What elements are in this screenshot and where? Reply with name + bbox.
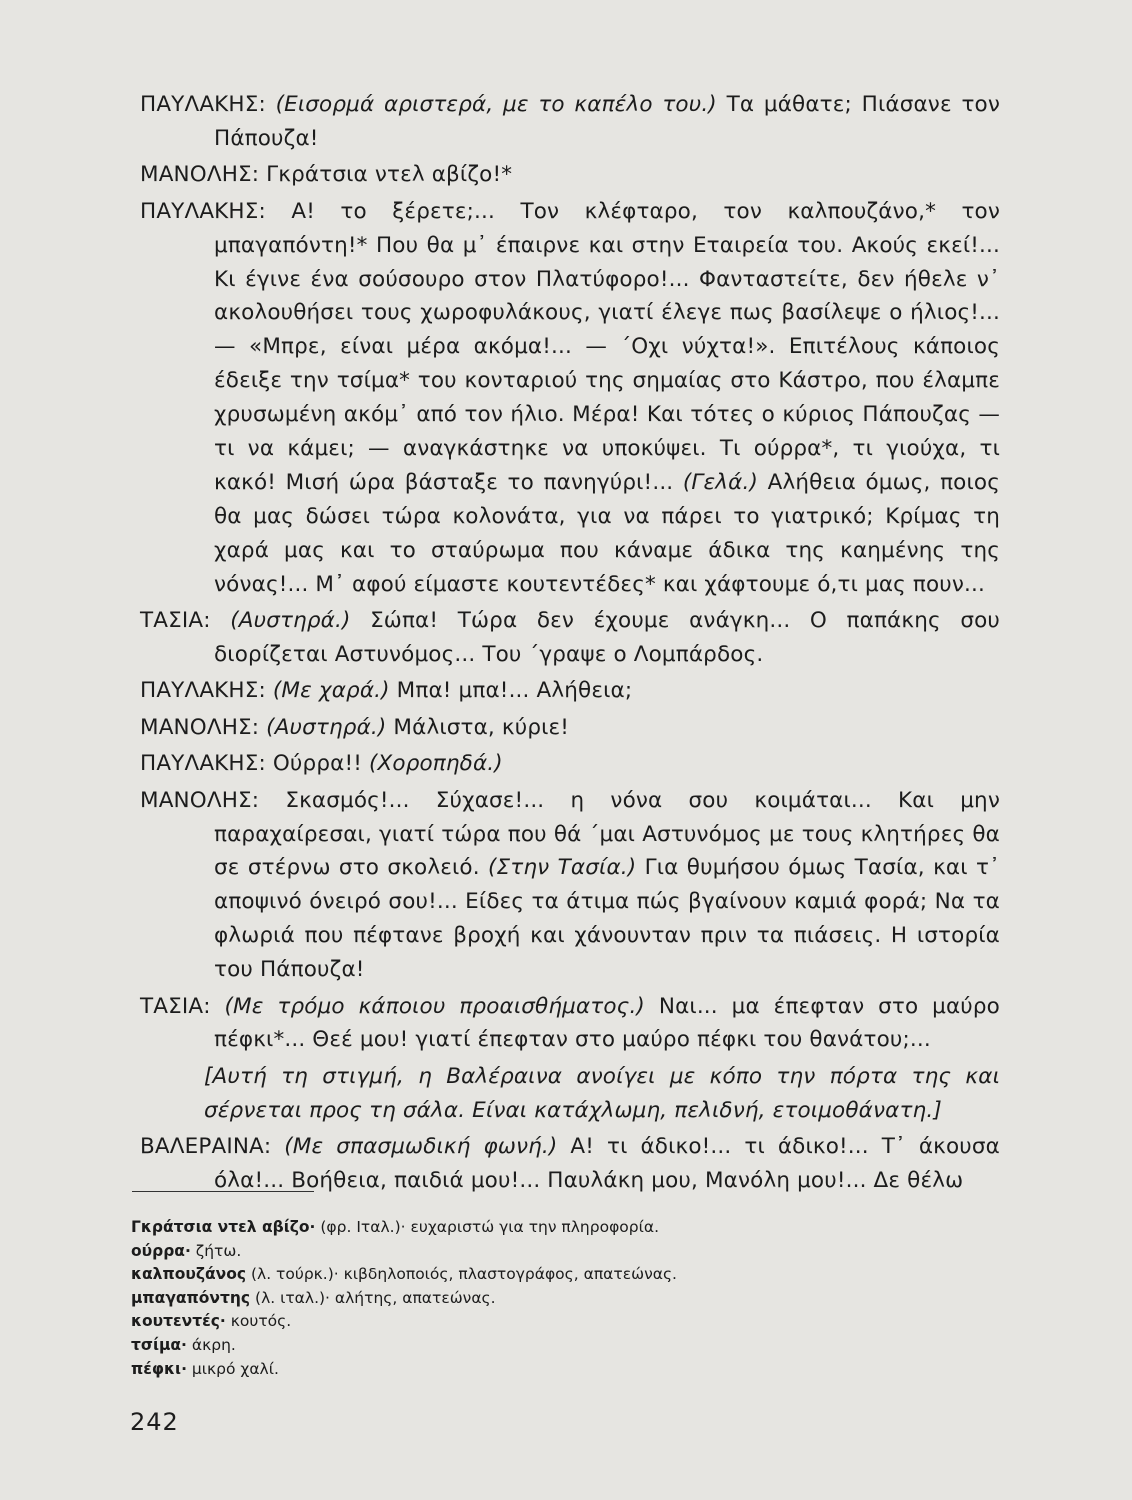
speech-text: Μπα! μπα!... Αλήθεια; (389, 678, 633, 704)
speaker-name: ΜΑΝΟΛΗΣ: (140, 162, 267, 188)
footnote (131, 1216, 831, 1240)
footnote-term: κουτεντές· (131, 1312, 226, 1331)
speech-text: Ναι... μα έπεφταν στο μαύρο πέφκι*... Θεέ μου! γιατί έπεφταν στο μαύρο πέφκι του θανάτου;... (214, 993, 1000, 1053)
speech-text: Αλήθεια όμως, ποιος θα μας δώσει τώρα κολονάτα, για να πάρει το γιατρικό; Κρίμας τη χαρά μας και το σταύρωμα που κάναμε άδικα της καημένης της νόνας!... Μ᾿ αφού είμαστε κουτεντέδες* και χάφτουμε ό,τι μας πουν... (214, 469, 1000, 597)
speaker-name: ΤΑΣΙΑ: (140, 608, 231, 634)
speech-text: Μάλιστα, κύριε! (386, 714, 570, 740)
stage-direction: (Με χαρά.) (272, 678, 390, 704)
speech-text: Ούρρα!! (272, 751, 369, 777)
stage-direction-block: [Αυτή τη στιγμή, η Βαλέραινα ανοίγει με κόπο την πόρτα της και σέρνεται προς τη σάλα. Είναι κατάχλωμη, πελιδνή, ετοιμοθάνατη.] (204, 1063, 1000, 1123)
footnote-definition: μικρό χαλί. (186, 1359, 279, 1378)
footnote-term: τσίμα· (131, 1335, 187, 1354)
footnote (131, 1310, 831, 1334)
speech-text: Για θυμήσου όμως Τασία, και τ᾿ αποψινό όνειρό σου!... Είδες τα άτιμα πώς βγαίνουν καμιά φορά; Να τα φλωριά που πέφτανε βροχή και χάνουνταν πριν τα πιάσεις. Η ιστορία του Πάπουζα! (214, 855, 1000, 983)
footnote-definition: άκρη. (186, 1335, 236, 1354)
footnote-definition: (λ. ιταλ.)· αλήτης, απατεώνας. (250, 1288, 496, 1307)
footnote-definition: κουτός. (225, 1312, 292, 1331)
speech-manolis-1 (140, 158, 1000, 192)
speech-tasia-2 (140, 990, 1000, 1058)
stage-direction: (Εισορμά αριστερά, με το καπέλο του.) (275, 92, 717, 117)
speech-paulakis-2 (140, 195, 1000, 602)
speech-manolis-2 (140, 711, 1000, 745)
footnote-definition: (λ. τούρκ.)· κιβδηλοποιός, πλαστογράφος, απατεώνας. (246, 1265, 677, 1284)
speech-text: Γκράτσια ντελ αβίζο!* (266, 162, 513, 188)
speaker-name: ΒΑΛΕΡΑΙΝΑ: (140, 1134, 285, 1160)
footnote-divider (132, 1191, 314, 1192)
footnote (131, 1240, 831, 1264)
speech-text: Α! τι άδικο!... τι άδικο!... Τ᾿ άκουσα όλα!... Βοήθεια, παιδιά μου!... Παυλάκη μου, Μανόλη μου!... Δε θέλω (214, 1134, 1000, 1194)
speaker-name: ΠΑΥΛΑΚΗΣ: (140, 751, 273, 777)
footnote-term: καλπουζάνος (131, 1265, 247, 1284)
speech-tasia-1 (140, 604, 1000, 672)
footnote-definition: ζήτω. (190, 1241, 242, 1260)
speech-paulakis-1 (140, 88, 1000, 156)
stage-direction: (Με σπασμωδική φωνή.) (284, 1134, 558, 1160)
stage-direction: (Αυστηρά.) (230, 608, 351, 634)
footnote-term: Γκράτσια ντελ αβίζο· (131, 1218, 316, 1236)
footnote-definition: (φρ. Ιταλ.)· ευχαριστώ για την πληροφορία. (315, 1218, 660, 1236)
footnote-term: πέφκι· (131, 1359, 187, 1378)
footnote-term: μπαγαπόντης (131, 1288, 251, 1307)
speech-manolis-3 (140, 784, 1000, 987)
speech-text: Σκασμός!... Σύχασε!... η νόνα σου κοιμάται... Και μην παραχαίρεσαι, γιατί τώρα που θά ΄μαι Αστυνόμος με τους κλητήρες θα σε στέρνω στο σκολειό. (214, 787, 1000, 881)
footnote (131, 1263, 831, 1287)
speech-paulakis-3 (140, 674, 1000, 708)
speaker-name: ΠΑΥΛΑΚΗΣ: (140, 198, 292, 224)
stage-direction: (Στην Τασία.) (488, 855, 637, 881)
page-number: 242 (130, 1408, 179, 1436)
speaker-name: ΠΑΥΛΑΚΗΣ: (140, 678, 273, 704)
speech-text: Σώπα! Τώρα δεν έχουμε ανάγκη... Ο παπάκης σου διορίζεται Αστυνόμος... Του ΄γραψε ο Λομπάρδος. (214, 608, 1000, 667)
footnote (131, 1287, 831, 1311)
speaker-name: ΠΑΥΛΑΚΗΣ: (140, 92, 276, 117)
speech-text: Α! το ξέρετε;... Τον κλέφταρο, τον καλπουζάνο,* τον μπαγαπόντη!* Που θα μ᾿ έπαιρνε και στην Εταιρεία του. Ακούς εκεί!... Κι έγινε ένα σούσουρο στον Πλατύφορο!... Φανταστείτε, δεν ήθελε ν᾿ ακολουθήσει τους χωροφυλάκους, γιατί έλεγε πως βασίλεψε ο ήλιος!... — «Μπρε, είναι μέρα ακόμα!... — ΄Οχι νύχτα!». Επιτέλους κάποιος έδειξε την τσίμα* του κονταριού της σημαίας στο Κάστρο, που έλαμπε χρυσωμένη ακόμ᾿ από τον ήλιο. Μέρα! Και τότες ο κύριος Πάπουζας — τι να κάμει; — αναγκάστηκε να υποκύψει. Τι ούρρα*, τι γιούχα, τι κακό! Μισή ώρα βάσταξε το πανηγύρι!... (214, 198, 1000, 495)
stage-direction: (Γελά.) (682, 469, 759, 495)
speech-text: Τα μάθατε; Πιάσανε τον Πάπουζα! (214, 92, 1000, 151)
footnote-term: ούρρα· (131, 1241, 191, 1260)
play-text (140, 88, 1000, 1201)
footnotes (131, 1216, 831, 1381)
footnote (131, 1358, 831, 1382)
stage-direction: (Με τρόμο κάποιου προαισθήματος.) (224, 993, 645, 1019)
speaker-name: ΤΑΣΙΑ: (140, 993, 225, 1019)
speaker-name: ΜΑΝΟΛΗΣ: (140, 714, 267, 740)
speech-valeraina-1 (140, 1130, 1000, 1198)
footnote (131, 1334, 831, 1358)
stage-direction: (Αυστηρά.) (266, 714, 387, 740)
stage-direction: (Χοροπηδά.) (368, 751, 503, 777)
speech-paulakis-4 (140, 747, 1000, 781)
speaker-name: ΜΑΝΟΛΗΣ: (140, 787, 286, 813)
